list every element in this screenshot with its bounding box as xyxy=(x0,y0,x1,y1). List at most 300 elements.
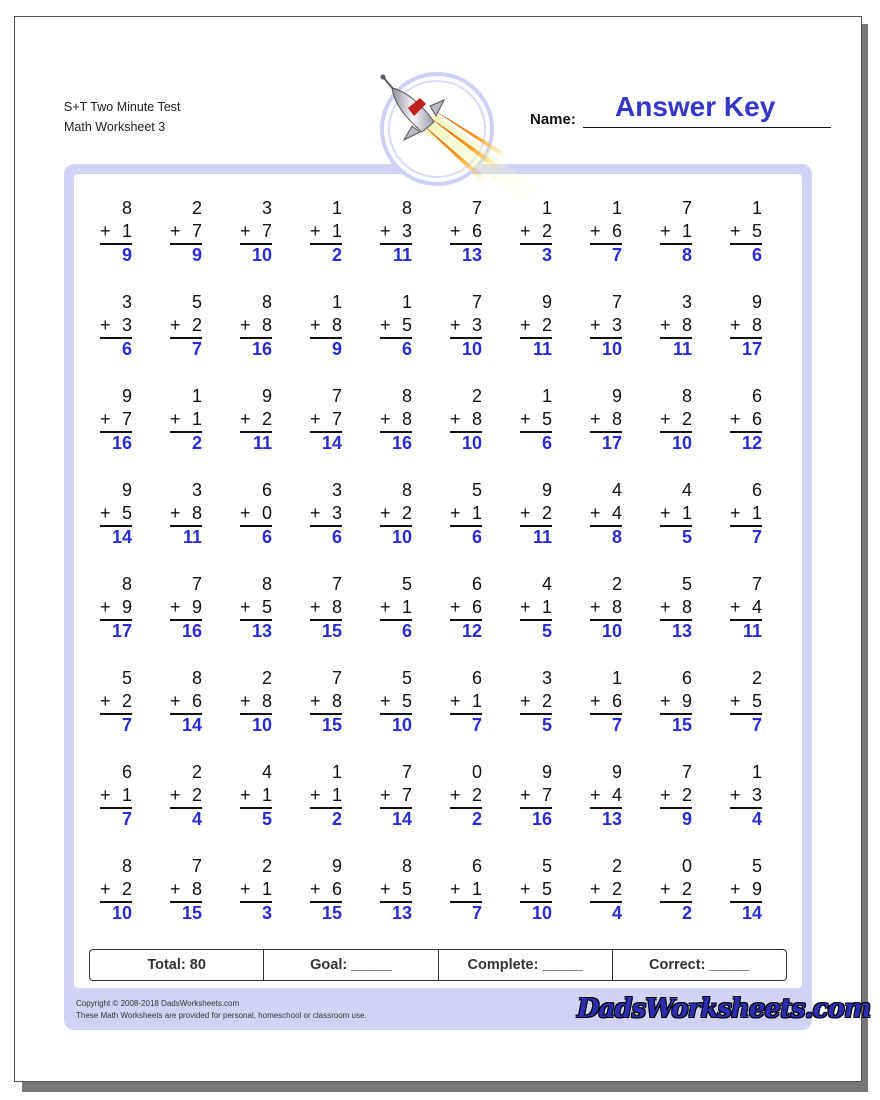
problem-7 xyxy=(508,196,578,266)
problem-67 xyxy=(508,760,578,830)
answer: 11 xyxy=(392,245,412,265)
plus-sign: + xyxy=(450,691,461,711)
addend-top: 3 xyxy=(191,480,202,500)
plus-sign: + xyxy=(100,785,111,805)
plus-sign: + xyxy=(450,879,461,899)
plus-sign: + xyxy=(310,315,321,335)
plus-sign: + xyxy=(240,879,251,899)
plus-sign: + xyxy=(520,503,531,523)
problem-75 xyxy=(368,854,438,924)
answer: 15 xyxy=(321,903,342,923)
answer: 14 xyxy=(181,715,202,735)
total-count: Total: 80 xyxy=(90,950,264,980)
problem-25 xyxy=(368,384,438,454)
addend-top: 7 xyxy=(751,574,762,594)
addend-top: 6 xyxy=(681,668,692,688)
answer: 2 xyxy=(471,809,482,829)
addend-bottom: 6 xyxy=(331,879,342,899)
plus-sign: + xyxy=(590,315,601,335)
addend-bottom: 6 xyxy=(611,691,622,711)
problem-27 xyxy=(508,384,578,454)
answer: 9 xyxy=(681,809,692,829)
addend-top: 6 xyxy=(471,668,482,688)
addend-bottom: 2 xyxy=(681,879,692,899)
answer: 15 xyxy=(181,903,202,923)
addend-bottom: 5 xyxy=(541,879,552,899)
problem-69 xyxy=(648,760,718,830)
plus-sign: + xyxy=(520,221,531,241)
plus-sign: + xyxy=(520,879,531,899)
addend-bottom: 1 xyxy=(121,785,132,805)
plus-sign: + xyxy=(170,409,181,429)
problem-36 xyxy=(438,478,508,548)
plus-sign: + xyxy=(380,221,391,241)
rocket-icon xyxy=(374,70,544,210)
plus-sign: + xyxy=(730,409,741,429)
plus-sign: + xyxy=(310,785,321,805)
plus-sign: + xyxy=(240,503,251,523)
problem-32 xyxy=(158,478,228,548)
addend-bottom: 8 xyxy=(261,691,272,711)
problem-53 xyxy=(228,666,298,736)
plus-sign: + xyxy=(310,503,321,523)
problem-9 xyxy=(648,196,718,266)
addend-bottom: 6 xyxy=(611,221,622,241)
problem-22 xyxy=(158,384,228,454)
problem-5 xyxy=(368,196,438,266)
addend-top: 7 xyxy=(681,762,692,782)
usage-notice: These Math Worksheets are provided for personal, homeschool or classroom use. xyxy=(76,1011,367,1020)
problem-13 xyxy=(228,290,298,360)
problem-56 xyxy=(438,666,508,736)
answer: 8 xyxy=(611,527,622,547)
addend-top: 9 xyxy=(121,386,132,406)
plus-sign: + xyxy=(310,691,321,711)
plus-sign: + xyxy=(170,503,181,523)
problem-71 xyxy=(88,854,158,924)
addend-bottom: 7 xyxy=(191,221,202,241)
plus-sign: + xyxy=(730,221,741,241)
problem-79 xyxy=(648,854,718,924)
addend-bottom: 2 xyxy=(191,315,202,335)
plus-sign: + xyxy=(240,597,251,617)
plus-sign: + xyxy=(590,503,601,523)
plus-sign: + xyxy=(520,691,531,711)
plus-sign: + xyxy=(660,597,671,617)
addend-top: 7 xyxy=(471,198,482,218)
answer: 17 xyxy=(601,433,622,453)
addend-bottom: 7 xyxy=(401,785,412,805)
addend-top: 9 xyxy=(331,856,342,876)
addend-bottom: 5 xyxy=(261,597,272,617)
addend-top: 9 xyxy=(261,386,272,406)
problem-45 xyxy=(368,572,438,642)
answer: 8 xyxy=(681,245,692,265)
answer: 2 xyxy=(191,433,202,453)
addend-bottom: 9 xyxy=(191,597,202,617)
addend-bottom: 1 xyxy=(121,221,132,241)
complete-field: Complete: _____ xyxy=(439,950,613,980)
problem-21 xyxy=(88,384,158,454)
addend-top: 8 xyxy=(401,198,412,218)
problem-41 xyxy=(88,572,158,642)
answer: 10 xyxy=(461,433,482,453)
addend-bottom: 2 xyxy=(191,785,202,805)
problem-65 xyxy=(368,760,438,830)
answer: 15 xyxy=(321,621,342,641)
addend-top: 8 xyxy=(261,574,272,594)
problem-31 xyxy=(88,478,158,548)
addend-bottom: 4 xyxy=(611,785,622,805)
plus-sign: + xyxy=(380,409,391,429)
addend-top: 3 xyxy=(121,292,132,312)
plus-sign: + xyxy=(450,503,461,523)
plus-sign: + xyxy=(450,785,461,805)
answer: 13 xyxy=(251,621,272,641)
addend-bottom: 1 xyxy=(681,503,692,523)
addend-bottom: 8 xyxy=(681,315,692,335)
plus-sign: + xyxy=(660,409,671,429)
addend-bottom: 3 xyxy=(121,315,132,335)
addend-top: 3 xyxy=(541,668,552,688)
answer: 7 xyxy=(611,245,622,265)
addend-top: 1 xyxy=(191,386,202,406)
addend-bottom: 8 xyxy=(611,409,622,429)
addend-bottom: 8 xyxy=(191,503,202,523)
answer: 16 xyxy=(111,433,132,453)
problem-14 xyxy=(298,290,368,360)
addend-top: 5 xyxy=(191,292,202,312)
addend-top: 3 xyxy=(331,480,342,500)
problem-60 xyxy=(718,666,788,736)
correct-field: Correct: _____ xyxy=(649,957,750,973)
answer: 10 xyxy=(531,903,552,923)
addend-bottom: 3 xyxy=(331,503,342,523)
addend-top: 7 xyxy=(331,574,342,594)
answer: 9 xyxy=(331,339,342,359)
addend-bottom: 2 xyxy=(121,879,132,899)
goal-field: Goal: _____ xyxy=(264,950,438,980)
addend-top: 7 xyxy=(191,856,202,876)
addend-top: 8 xyxy=(401,480,412,500)
problem-12 xyxy=(158,290,228,360)
problem-37 xyxy=(508,478,578,548)
addend-bottom: 8 xyxy=(331,691,342,711)
plus-sign: + xyxy=(450,221,461,241)
addend-top: 1 xyxy=(331,198,342,218)
problem-55 xyxy=(368,666,438,736)
score-bar xyxy=(89,949,787,981)
problem-34 xyxy=(298,478,368,548)
addend-top: 1 xyxy=(331,762,342,782)
addend-top: 4 xyxy=(611,480,622,500)
answer: 13 xyxy=(391,903,412,923)
answer: 5 xyxy=(681,527,692,547)
problem-48 xyxy=(578,572,648,642)
addend-top: 8 xyxy=(121,856,132,876)
addend-top: 8 xyxy=(121,198,132,218)
plus-sign: + xyxy=(590,409,601,429)
answer: 6 xyxy=(401,621,412,641)
answer: 6 xyxy=(121,339,132,359)
problem-77 xyxy=(508,854,578,924)
plus-sign: + xyxy=(170,597,181,617)
worksheet-title xyxy=(64,97,180,137)
answer: 12 xyxy=(741,433,762,453)
problem-74 xyxy=(298,854,368,924)
plus-sign: + xyxy=(100,221,111,241)
plus-sign: + xyxy=(660,315,671,335)
addend-top: 9 xyxy=(121,480,132,500)
addend-bottom: 5 xyxy=(401,315,412,335)
addend-bottom: 1 xyxy=(261,785,272,805)
addend-bottom: 1 xyxy=(541,597,552,617)
addend-bottom: 1 xyxy=(261,879,272,899)
addend-top: 2 xyxy=(611,856,622,876)
answer: 3 xyxy=(541,245,552,265)
name-line xyxy=(583,127,831,128)
plus-sign: + xyxy=(730,315,741,335)
problem-52 xyxy=(158,666,228,736)
addend-bottom: 6 xyxy=(471,221,482,241)
addend-bottom: 5 xyxy=(751,221,762,241)
addend-bottom: 8 xyxy=(331,597,342,617)
answer: 14 xyxy=(741,903,762,923)
problem-72 xyxy=(158,854,228,924)
addend-bottom: 3 xyxy=(611,315,622,335)
addend-bottom: 6 xyxy=(751,409,762,429)
answer: 4 xyxy=(611,903,622,923)
addend-top: 5 xyxy=(401,668,412,688)
plus-sign: + xyxy=(450,409,461,429)
plus-sign: + xyxy=(240,315,251,335)
addend-top: 0 xyxy=(681,856,692,876)
addend-bottom: 9 xyxy=(751,879,762,899)
problem-46 xyxy=(438,572,508,642)
problem-35 xyxy=(368,478,438,548)
addend-bottom: 2 xyxy=(541,503,552,523)
problem-78 xyxy=(578,854,648,924)
addend-bottom: 3 xyxy=(471,315,482,335)
addend-bottom: 8 xyxy=(611,597,622,617)
problem-23 xyxy=(228,384,298,454)
addend-top: 2 xyxy=(471,386,482,406)
addend-top: 7 xyxy=(681,198,692,218)
worksheet-title-line1: S+T Two Minute Test xyxy=(64,100,181,114)
problem-76 xyxy=(438,854,508,924)
plus-sign: + xyxy=(730,503,741,523)
addend-top: 8 xyxy=(191,668,202,688)
problem-51 xyxy=(88,666,158,736)
addend-top: 2 xyxy=(751,668,762,688)
answer: 2 xyxy=(331,245,342,265)
addend-bottom: 5 xyxy=(541,409,552,429)
answer: 7 xyxy=(751,527,762,547)
plus-sign: + xyxy=(660,221,671,241)
addend-top: 9 xyxy=(611,762,622,782)
addend-bottom: 6 xyxy=(191,691,202,711)
plus-sign: + xyxy=(520,597,531,617)
addend-top: 8 xyxy=(401,386,412,406)
answer: 6 xyxy=(751,245,762,265)
dadsworksheets-logo: DadsWorksheets.com xyxy=(577,994,871,1024)
plus-sign: + xyxy=(450,315,461,335)
answer: 2 xyxy=(681,903,692,923)
problem-16 xyxy=(438,290,508,360)
addend-bottom: 8 xyxy=(331,315,342,335)
addend-top: 5 xyxy=(541,856,552,876)
answer: 10 xyxy=(391,527,412,547)
addend-top: 2 xyxy=(261,668,272,688)
footer-copyright xyxy=(76,998,367,1022)
plus-sign: + xyxy=(730,691,741,711)
addend-top: 9 xyxy=(541,292,552,312)
answer: 5 xyxy=(541,621,552,641)
plus-sign: + xyxy=(730,785,741,805)
answer: 10 xyxy=(391,715,412,735)
problem-10 xyxy=(718,196,788,266)
problem-28 xyxy=(578,384,648,454)
problem-30 xyxy=(718,384,788,454)
addend-top: 4 xyxy=(541,574,552,594)
problem-49 xyxy=(648,572,718,642)
problem-59 xyxy=(648,666,718,736)
problem-15 xyxy=(368,290,438,360)
plus-sign: + xyxy=(170,785,181,805)
answer: 11 xyxy=(532,527,552,547)
plus-sign: + xyxy=(100,597,111,617)
answer: 13 xyxy=(461,245,482,265)
plus-sign: + xyxy=(100,503,111,523)
plus-sign: + xyxy=(660,503,671,523)
addend-top: 9 xyxy=(751,292,762,312)
problem-68 xyxy=(578,760,648,830)
problem-57 xyxy=(508,666,578,736)
addend-top: 7 xyxy=(331,668,342,688)
answer: 16 xyxy=(391,433,412,453)
addend-bottom: 3 xyxy=(751,785,762,805)
plus-sign: + xyxy=(520,409,531,429)
plus-sign: + xyxy=(380,785,391,805)
problem-20 xyxy=(718,290,788,360)
addend-bottom: 8 xyxy=(751,315,762,335)
plus-sign: + xyxy=(170,879,181,899)
answer: 7 xyxy=(471,903,482,923)
plus-sign: + xyxy=(590,597,601,617)
problem-58 xyxy=(578,666,648,736)
problem-62 xyxy=(158,760,228,830)
addend-top: 1 xyxy=(611,668,622,688)
addend-bottom: 8 xyxy=(191,879,202,899)
addend-bottom: 2 xyxy=(471,785,482,805)
answer: 10 xyxy=(251,245,272,265)
addend-top: 1 xyxy=(401,292,412,312)
addend-top: 5 xyxy=(401,574,412,594)
answer: 3 xyxy=(261,903,272,923)
addend-bottom: 7 xyxy=(331,409,342,429)
plus-sign: + xyxy=(590,691,601,711)
plus-sign: + xyxy=(380,315,391,335)
addend-top: 2 xyxy=(611,574,622,594)
addend-top: 8 xyxy=(261,292,272,312)
answer: 2 xyxy=(331,809,342,829)
problem-66 xyxy=(438,760,508,830)
answer: 16 xyxy=(251,339,272,359)
problem-2 xyxy=(158,196,228,266)
answer: 10 xyxy=(251,715,272,735)
addend-bottom: 4 xyxy=(751,597,762,617)
addend-top: 6 xyxy=(261,480,272,500)
addend-top: 6 xyxy=(751,386,762,406)
answer: 7 xyxy=(611,715,622,735)
answer: 10 xyxy=(601,339,622,359)
addend-top: 7 xyxy=(191,574,202,594)
addend-top: 6 xyxy=(121,762,132,782)
plus-sign: + xyxy=(170,315,181,335)
addend-top: 5 xyxy=(471,480,482,500)
addend-top: 5 xyxy=(121,668,132,688)
answer: 7 xyxy=(121,809,132,829)
addend-top: 0 xyxy=(471,762,482,782)
answer: 10 xyxy=(461,339,482,359)
addend-bottom: 1 xyxy=(751,503,762,523)
answer: 9 xyxy=(121,245,132,265)
addend-bottom: 2 xyxy=(121,691,132,711)
addend-top: 2 xyxy=(191,198,202,218)
problem-42 xyxy=(158,572,228,642)
addend-bottom: 5 xyxy=(751,691,762,711)
addend-bottom: 6 xyxy=(471,597,482,617)
problem-18 xyxy=(578,290,648,360)
plus-sign: + xyxy=(240,785,251,805)
answer: 6 xyxy=(541,433,552,453)
answer: 13 xyxy=(601,809,622,829)
addend-top: 1 xyxy=(751,198,762,218)
answer: 4 xyxy=(191,809,202,829)
addend-bottom: 5 xyxy=(401,879,412,899)
plus-sign: + xyxy=(310,409,321,429)
addend-top: 9 xyxy=(541,762,552,782)
addend-bottom: 1 xyxy=(401,597,412,617)
plus-sign: + xyxy=(660,879,671,899)
problem-33 xyxy=(228,478,298,548)
plus-sign: + xyxy=(310,221,321,241)
problem-43 xyxy=(228,572,298,642)
answer: 17 xyxy=(111,621,132,641)
answer: 7 xyxy=(471,715,482,735)
addend-bottom: 1 xyxy=(331,221,342,241)
problem-29 xyxy=(648,384,718,454)
problem-1 xyxy=(88,196,158,266)
addend-bottom: 1 xyxy=(471,503,482,523)
plus-sign: + xyxy=(590,785,601,805)
plus-sign: + xyxy=(100,409,111,429)
addend-bottom: 2 xyxy=(681,409,692,429)
answer: 13 xyxy=(671,621,692,641)
answer: 12 xyxy=(461,621,482,641)
problem-70 xyxy=(718,760,788,830)
worksheet-title-line2: Math Worksheet 3 xyxy=(64,120,166,134)
answer: 15 xyxy=(321,715,342,735)
plus-sign: + xyxy=(170,691,181,711)
addend-top: 9 xyxy=(611,386,622,406)
addend-bottom: 8 xyxy=(681,597,692,617)
addend-top: 3 xyxy=(681,292,692,312)
addend-top: 4 xyxy=(261,762,272,782)
addend-top: 5 xyxy=(751,856,762,876)
addend-top: 7 xyxy=(611,292,622,312)
problem-4 xyxy=(298,196,368,266)
